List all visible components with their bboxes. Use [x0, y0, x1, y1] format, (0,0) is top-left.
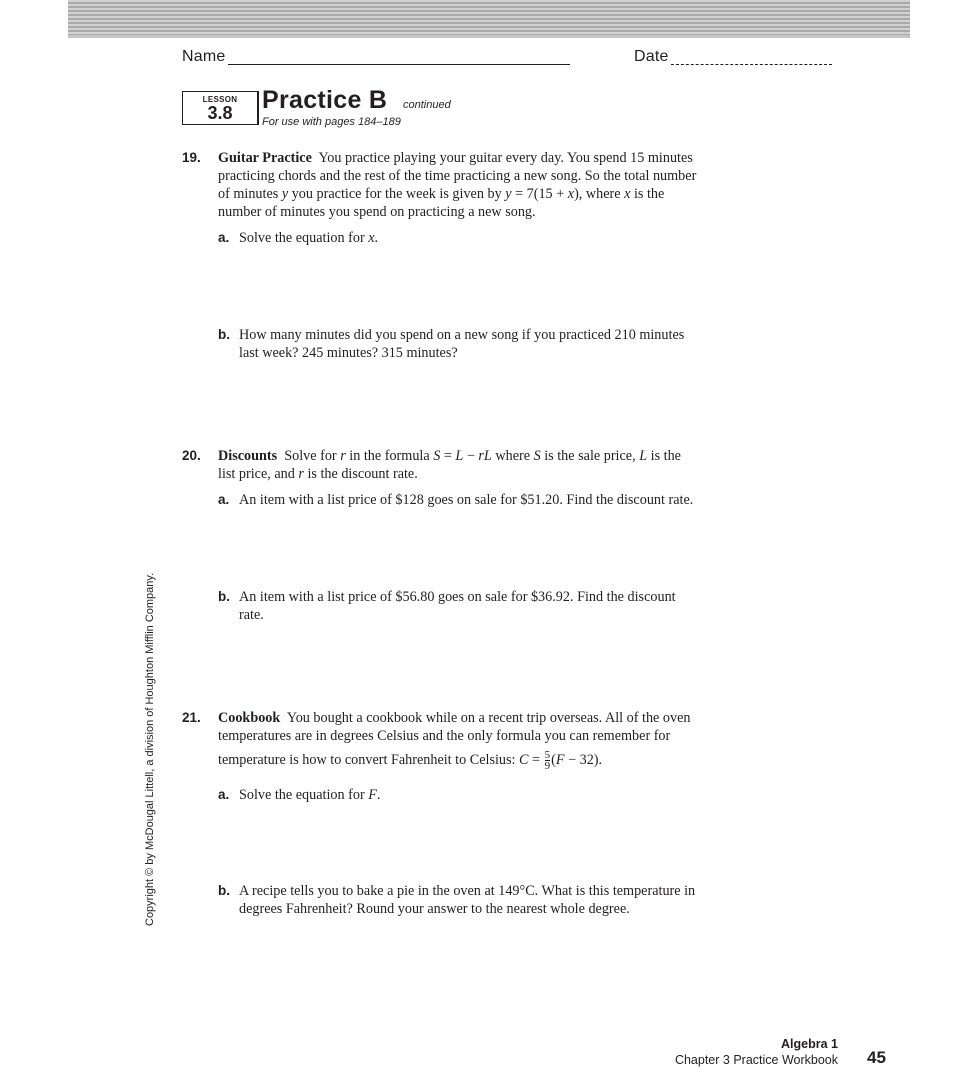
problem-19-number: 19.	[182, 150, 201, 165]
problem-21a-label: a.	[218, 787, 230, 802]
problem-20b-line-2: rate.	[239, 607, 264, 623]
problem-20-title: Discounts	[218, 448, 278, 464]
problem-19a-text: Solve the equation for x.	[239, 230, 379, 246]
problem-21b-label: b.	[218, 883, 230, 898]
problem-19b-line-1: How many minutes did you spend on a new song if you practiced 210 minutes	[239, 327, 685, 343]
problem-19-title: Guitar Practice	[218, 150, 312, 166]
problem-20a-text: An item with a list price of $128 goes on sale for $51.20. Find the discount rate.	[239, 492, 694, 508]
continued-label: continued	[403, 99, 451, 111]
fraction-five-ninths: $\frac{5}{9}$	[544, 749, 551, 772]
top-decorative-band	[68, 0, 910, 38]
lesson-word: LESSON	[202, 95, 238, 104]
lesson-badge	[182, 91, 258, 125]
problem-21b-line-2: degrees Fahrenheit? Round your answer to the nearest whole degree.	[239, 901, 630, 917]
problem-20-line-1: Discounts Solve for r in the formula S = L − rL where S is the sale price, L is the	[218, 448, 681, 464]
title-divider	[258, 91, 259, 125]
problem-19b-line-2: last week? 245 minutes? 315 minutes?	[239, 345, 458, 361]
problem-21-line-2: temperatures are in degrees Celsius and the only formula you can remember for	[218, 728, 671, 744]
date-line	[671, 64, 832, 65]
problem-20-number: 20.	[182, 448, 201, 463]
name-line	[228, 64, 570, 65]
problem-20a-label: a.	[218, 492, 230, 507]
page-range: For use with pages 184–189	[262, 116, 401, 128]
problem-21a-text: Solve the equation for F.	[239, 787, 381, 803]
problem-19a-label: a.	[218, 230, 230, 245]
problem-20b-label: b.	[218, 589, 230, 604]
copyright-notice: Copyright © by McDougal Littell, a division of Houghton Mifflin Company.	[144, 572, 156, 926]
name-label: Name	[182, 48, 226, 65]
problem-19-line-4: number of minutes you spend on practicing a new song.	[218, 204, 536, 220]
problem-20b-line-1: An item with a list price of $56.80 goes on sale for $36.92. Find the discount	[239, 589, 676, 605]
problem-19-line-3: of minutes y you practice for the week is given by y = 7(15 + x), where x is the	[218, 186, 665, 202]
page-number: 45	[867, 1048, 886, 1067]
date-label: Date	[634, 48, 669, 65]
problem-21-title: Cookbook	[218, 710, 281, 726]
problem-19-line-2: practicing chords and the rest of the time practicing a new song. So the total number	[218, 168, 697, 184]
problem-21-line-3: temperature is how to convert Fahrenheit to Celsius: C = $\frac{5}{9}$ (F − 32).	[218, 749, 603, 772]
problem-21-line-1: Cookbook You bought a cookbook while on a recent trip overseas. All of the oven	[218, 710, 691, 726]
problem-21-number: 21.	[182, 710, 201, 725]
footer-workbook: Chapter 3 Practice Workbook	[674, 1053, 838, 1067]
lesson-number: 3.8	[207, 103, 233, 123]
page-title: Practice B	[262, 86, 388, 114]
problem-21b-line-1: A recipe tells you to bake a pie in the oven at 149°C. What is this temperature in	[239, 883, 696, 899]
footer-book-title: Algebra 1	[781, 1037, 838, 1051]
problem-19b-label: b.	[218, 327, 230, 342]
problem-19-line-1: Guitar Practice You practice playing your guitar every day. You spend 15 minutes	[218, 150, 693, 166]
problem-20-line-2: list price, and r is the discount rate.	[218, 466, 418, 482]
